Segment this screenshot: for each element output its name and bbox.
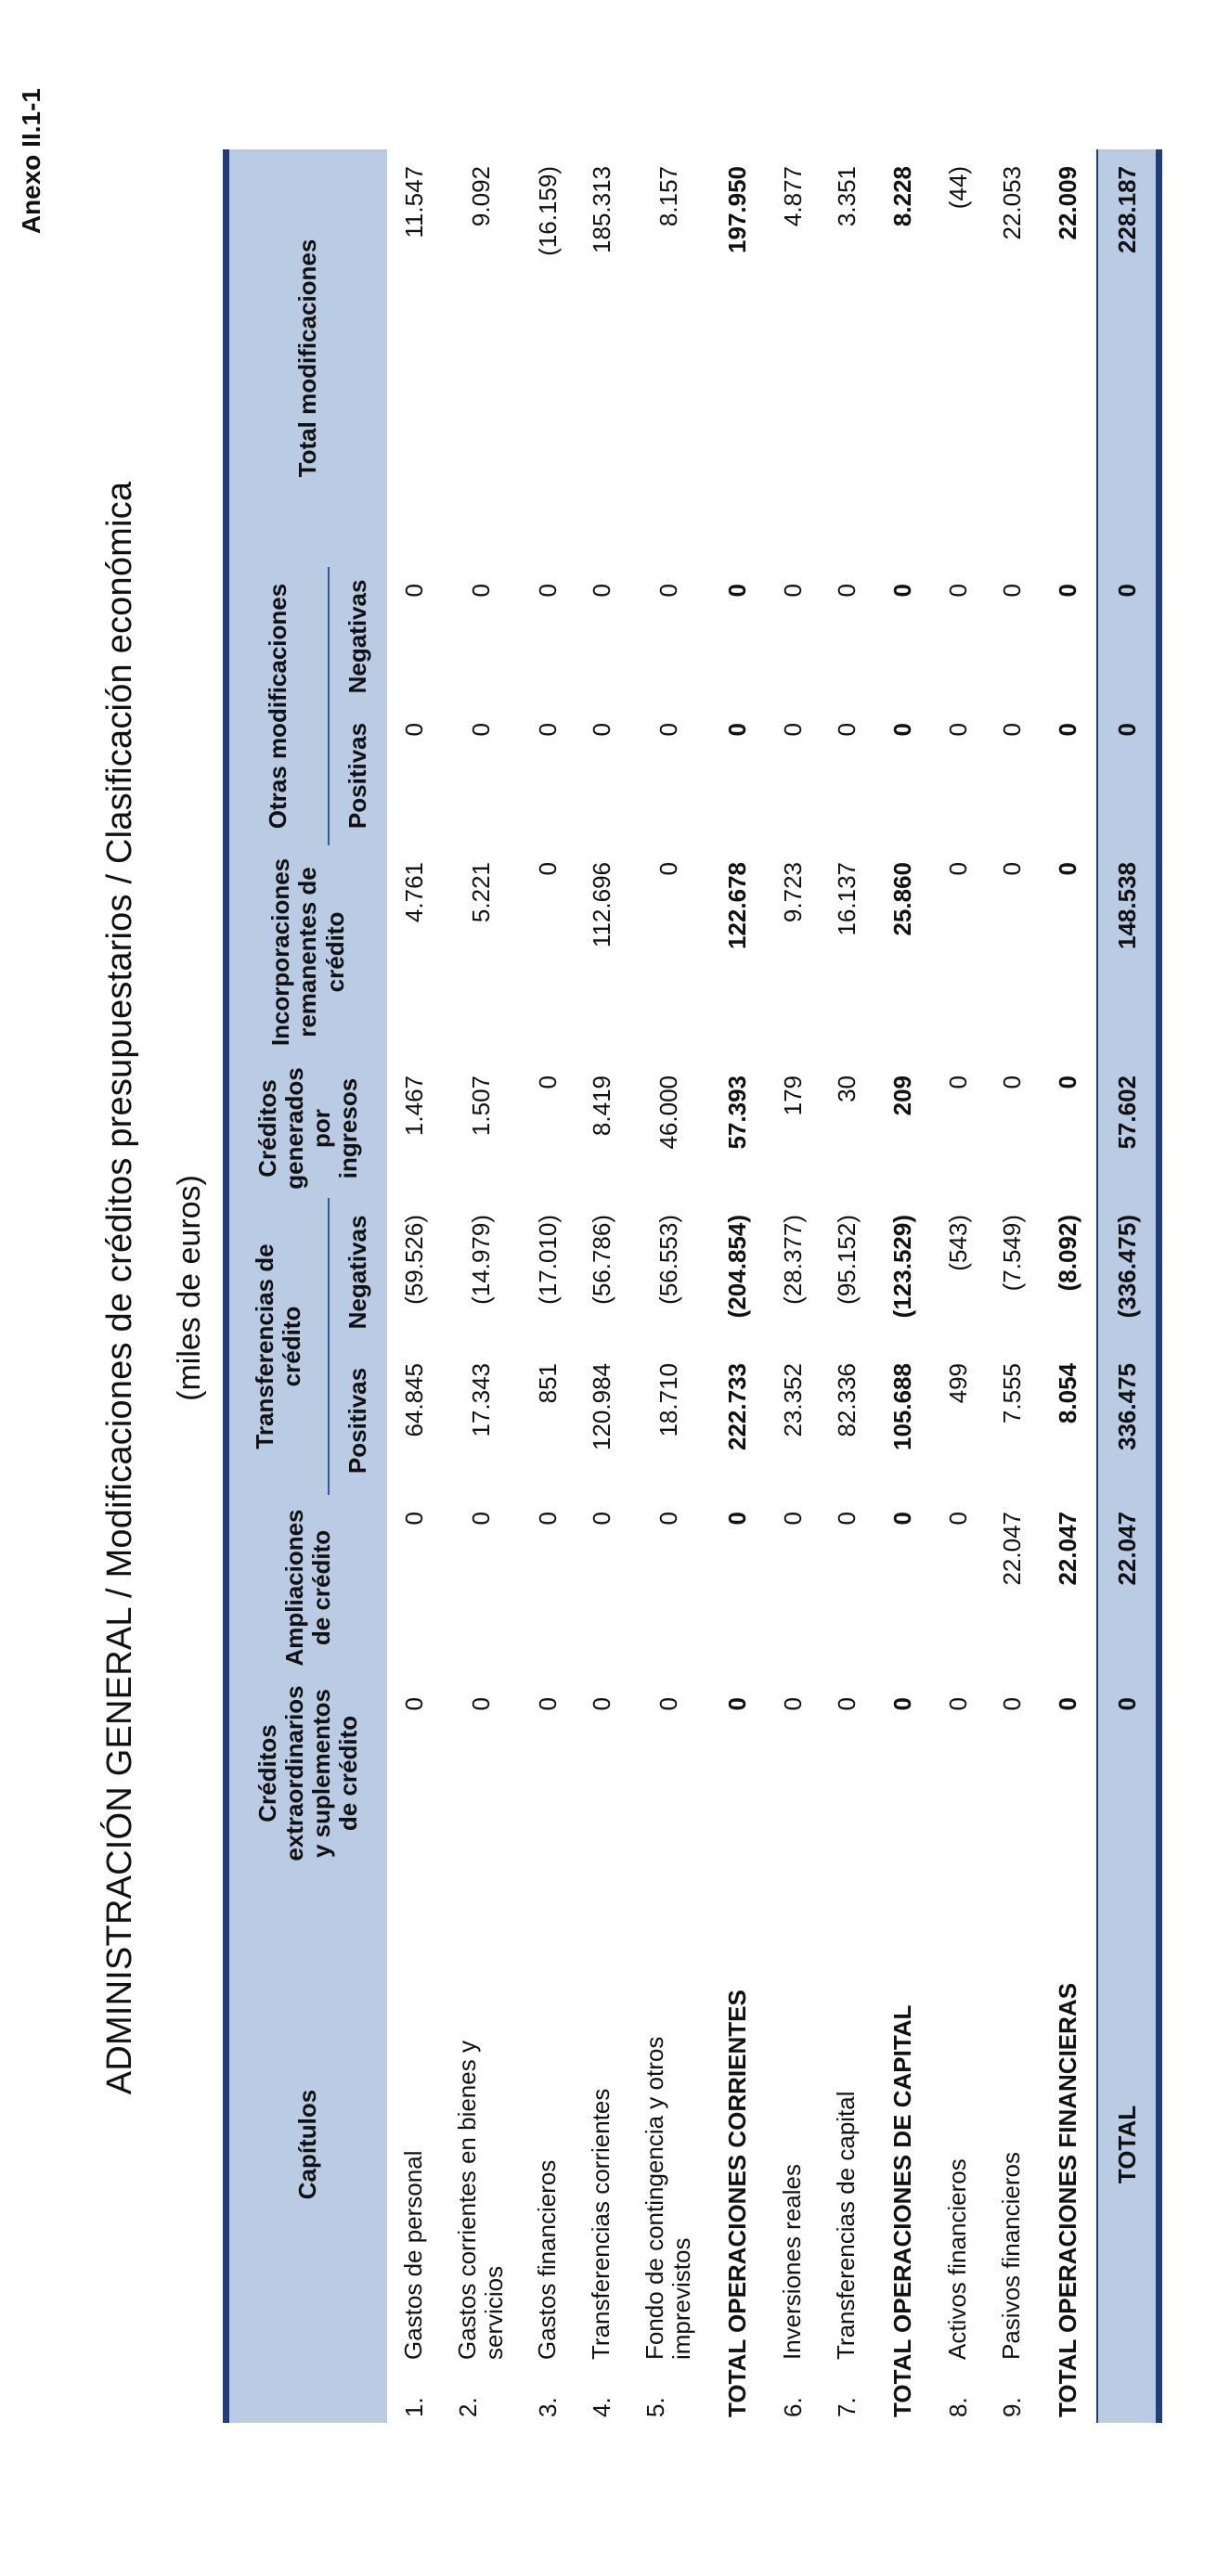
units-subtitle: (miles de euros) <box>172 1175 207 1401</box>
value-cell: 4.877 <box>778 165 807 227</box>
value-cell: 0 <box>533 723 562 737</box>
modifications-table-wrapper <box>223 149 1162 2423</box>
value-cell: 0 <box>466 723 495 737</box>
value-cell: 0 <box>587 583 615 598</box>
value-cell: 228.187 <box>1097 149 1159 567</box>
value-cell: 0 <box>654 583 682 598</box>
chapter-label: Transferencias corrientes <box>586 2088 615 2360</box>
chapter-number: 1. <box>399 2397 428 2417</box>
modifications-table <box>223 149 1162 2423</box>
value-cell: 22.047 <box>1053 1512 1081 1586</box>
value-cell: 209 <box>887 1075 916 1116</box>
header-transferencias: Transferencias de crédito <box>227 1198 330 1495</box>
value-cell: 0 <box>466 1697 495 1711</box>
chapter-label: TOTAL OPERACIONES DE CAPITAL <box>887 2004 916 2417</box>
chapter-label: Gastos de personal <box>398 2150 427 2360</box>
value-cell: 9.723 <box>778 862 807 923</box>
table-row <box>766 149 820 2423</box>
value-cell: 0 <box>1097 567 1159 706</box>
row-label-cell <box>441 1866 521 2423</box>
chapter-number: 9. <box>997 2397 1026 2417</box>
chapter-number: 5. <box>641 2397 669 2417</box>
value-cell: 0 <box>1053 1075 1081 1089</box>
value-cell: 105.688 <box>887 1363 916 1450</box>
value-cell: 197.950 <box>722 165 751 253</box>
value-cell: 0 <box>832 583 861 598</box>
value-cell: 0 <box>778 723 807 737</box>
value-cell: 0 <box>654 723 682 737</box>
value-cell: 22.047 <box>1097 1495 1159 1681</box>
value-cell: (17.010) <box>533 1215 562 1305</box>
value-cell: 0 <box>587 1512 615 1526</box>
row-label-cell <box>1097 1866 1159 2423</box>
value-cell: 17.343 <box>466 1363 495 1437</box>
value-cell: 0 <box>778 583 807 598</box>
chapter-label: Pasivos financieros <box>996 2152 1025 2360</box>
value-cell: 9.092 <box>466 165 495 227</box>
value-cell: 0 <box>997 723 1026 737</box>
value-cell: 5.221 <box>466 862 495 923</box>
value-cell: 0 <box>399 583 428 598</box>
value-cell: 0 <box>887 723 916 737</box>
value-cell: 222.733 <box>722 1363 751 1450</box>
value-cell: 0 <box>399 1697 428 1711</box>
value-cell: 0 <box>997 862 1026 876</box>
table-row <box>708 149 766 2423</box>
value-cell: (14.979) <box>466 1215 495 1305</box>
value-cell: 0 <box>778 1697 807 1711</box>
table-row <box>820 149 874 2423</box>
value-cell: 18.710 <box>654 1363 682 1437</box>
value-cell: 8.419 <box>587 1075 615 1137</box>
chapter-number: 4. <box>587 2397 615 2417</box>
value-cell: 0 <box>533 583 562 598</box>
chapter-label: Fondo de contingencia y otros imprevistos <box>640 2036 695 2360</box>
value-cell: 120.984 <box>587 1363 615 1450</box>
value-cell: 0 <box>587 723 615 737</box>
chapter-label: Gastos corrientes en bienes y servicios <box>452 2041 508 2360</box>
value-cell: 0 <box>533 1512 562 1526</box>
header-otras-modificaciones: Otras modificaciones <box>227 567 330 845</box>
value-cell: 11.547 <box>399 165 428 238</box>
value-cell: 64.845 <box>399 1363 428 1437</box>
value-cell: 336.475 <box>1097 1346 1159 1495</box>
value-cell: 0 <box>399 1512 428 1526</box>
value-cell: 0 <box>1053 723 1081 737</box>
value-cell: 4.761 <box>399 862 428 923</box>
row-label-cell <box>521 1866 575 2423</box>
header-incorporaciones: Incorporaciones remanentes de crédito <box>227 845 388 1059</box>
row-label-cell <box>1039 1866 1097 2423</box>
header-otras-negativas: Negativas <box>329 567 387 706</box>
value-cell: 57.393 <box>722 1075 751 1150</box>
value-cell: 3.351 <box>832 165 861 227</box>
value-cell: 0 <box>722 583 751 598</box>
value-cell: 23.352 <box>778 1363 807 1437</box>
annex-label: Anexo II.1-1 <box>17 88 45 235</box>
header-transferencias-negativas: Negativas <box>329 1198 387 1346</box>
value-cell: 22.047 <box>997 1512 1026 1586</box>
value-cell: (95.152) <box>832 1215 861 1305</box>
table-row <box>1097 149 1159 2423</box>
value-cell: (543) <box>943 1215 972 1271</box>
value-cell: 0 <box>943 1697 972 1711</box>
value-cell: 0 <box>1053 1697 1081 1711</box>
value-cell: (56.553) <box>654 1215 682 1305</box>
chapter-number: 7. <box>832 2397 861 2417</box>
value-cell: 0 <box>943 862 972 876</box>
value-cell: 122.678 <box>722 862 751 949</box>
value-cell: 0 <box>533 862 562 876</box>
value-cell: 22.053 <box>997 165 1026 240</box>
value-cell: 8.054 <box>1053 1363 1081 1424</box>
value-cell: 0 <box>722 1512 751 1526</box>
value-cell: 46.000 <box>654 1075 682 1150</box>
value-cell: 0 <box>997 1075 1026 1089</box>
value-cell: 8.228 <box>887 165 916 227</box>
header-capitulos: Capítulos <box>227 1866 388 2423</box>
value-cell: 499 <box>943 1363 972 1404</box>
value-cell: (44) <box>943 165 972 210</box>
value-cell: 0 <box>832 723 861 737</box>
table-body <box>387 149 1159 2423</box>
value-cell: 0 <box>832 1697 861 1711</box>
row-label-cell <box>820 1866 874 2423</box>
header-total-modificaciones: Total modificaciones <box>227 149 388 567</box>
value-cell: 7.555 <box>997 1363 1026 1424</box>
row-label-cell <box>985 1866 1039 2423</box>
table-row <box>387 149 441 2423</box>
chapter-label: TOTAL OPERACIONES CORRIENTES <box>722 1990 751 2417</box>
value-cell: 25.860 <box>887 862 916 936</box>
value-cell: 0 <box>887 1697 916 1711</box>
value-cell: 0 <box>722 1697 751 1711</box>
chapter-number: 2. <box>453 2397 482 2417</box>
value-cell: (16.159) <box>533 165 562 256</box>
value-cell: 1.467 <box>399 1075 428 1137</box>
value-cell: 0 <box>1097 1681 1159 1866</box>
value-cell: 0 <box>887 1512 916 1526</box>
header-creditos-extraordinarios: Créditos extraordinarios y suplementos de crédito <box>227 1681 388 1866</box>
value-cell: 112.696 <box>587 862 615 948</box>
value-cell: 0 <box>654 1697 682 1711</box>
value-cell: (336.475) <box>1097 1198 1159 1346</box>
value-cell: 22.009 <box>1053 165 1081 240</box>
value-cell: 0 <box>587 1697 615 1711</box>
chapter-label: Inversiones reales <box>777 2164 806 2360</box>
value-cell: 0 <box>778 1512 807 1526</box>
page-title: ADMINISTRACIÓN GENERAL / Modificaciones de créditos presupuestarios / Clasificación económica <box>100 481 139 2095</box>
header-creditos-generados: Créditos generados por ingresos <box>227 1059 388 1198</box>
row-label-cell <box>874 1866 931 2423</box>
value-cell: 0 <box>887 583 916 598</box>
header-ampliaciones: Ampliaciones de crédito <box>227 1495 388 1681</box>
value-cell: 0 <box>466 1512 495 1526</box>
value-cell: 0 <box>533 1697 562 1711</box>
value-cell: 0 <box>1097 706 1159 845</box>
value-cell: (56.786) <box>587 1215 615 1305</box>
value-cell: 16.137 <box>832 862 861 936</box>
row-label-cell <box>387 1866 441 2423</box>
row-label-cell <box>931 1866 985 2423</box>
value-cell: 0 <box>654 1512 682 1526</box>
value-cell: 185.313 <box>587 165 615 253</box>
table-row <box>575 149 628 2423</box>
value-cell: 0 <box>943 723 972 737</box>
value-cell: 30 <box>832 1075 861 1102</box>
chapter-label: Transferencias de capital <box>831 2091 860 2360</box>
value-cell: 148.538 <box>1097 845 1159 1059</box>
table-row <box>985 149 1039 2423</box>
value-cell: 0 <box>466 583 495 598</box>
table-row <box>521 149 575 2423</box>
table-row <box>1039 149 1097 2423</box>
value-cell: (7.549) <box>997 1215 1026 1292</box>
value-cell: 851 <box>533 1363 562 1404</box>
value-cell: 82.336 <box>832 1363 861 1437</box>
value-cell: 8.157 <box>654 165 682 227</box>
row-label-cell <box>575 1866 628 2423</box>
value-cell: 0 <box>533 1075 562 1089</box>
value-cell: (123.529) <box>887 1215 916 1319</box>
table-row <box>441 149 521 2423</box>
value-cell: 0 <box>1053 583 1081 598</box>
header-transferencias-positivas: Positivas <box>329 1346 387 1495</box>
row-label-cell <box>628 1866 708 2423</box>
chapter-number: 8. <box>943 2397 972 2417</box>
value-cell: 0 <box>997 583 1026 598</box>
value-cell: 1.507 <box>466 1075 495 1137</box>
value-cell: 0 <box>943 583 972 598</box>
value-cell: 0 <box>832 1512 861 1526</box>
table-row <box>874 149 931 2423</box>
chapter-label: Gastos financieros <box>532 2159 561 2360</box>
value-cell: 0 <box>997 1697 1026 1711</box>
row-label-cell <box>766 1866 820 2423</box>
value-cell: 0 <box>943 1075 972 1089</box>
value-cell: (204.854) <box>722 1215 751 1319</box>
chapter-label: TOTAL <box>1112 2105 1141 2184</box>
value-cell: 0 <box>399 723 428 737</box>
table-row <box>931 149 985 2423</box>
chapter-label: Activos financieros <box>942 2158 971 2360</box>
table-row <box>628 149 708 2423</box>
value-cell: (28.377) <box>778 1215 807 1305</box>
value-cell: 0 <box>722 723 751 737</box>
chapter-number: 3. <box>533 2397 562 2417</box>
chapter-number: 6. <box>778 2397 807 2417</box>
value-cell: 179 <box>778 1075 807 1116</box>
chapter-label: TOTAL OPERACIONES FINANCIERAS <box>1053 1982 1081 2417</box>
value-cell: 57.602 <box>1097 1059 1159 1198</box>
value-cell: (59.526) <box>399 1215 428 1305</box>
header-otras-positivas: Positivas <box>329 706 387 845</box>
value-cell: (8.092) <box>1053 1215 1081 1292</box>
value-cell: 0 <box>654 862 682 876</box>
row-label-cell <box>708 1866 766 2423</box>
value-cell: 0 <box>1053 862 1081 876</box>
value-cell: 0 <box>943 1512 972 1526</box>
